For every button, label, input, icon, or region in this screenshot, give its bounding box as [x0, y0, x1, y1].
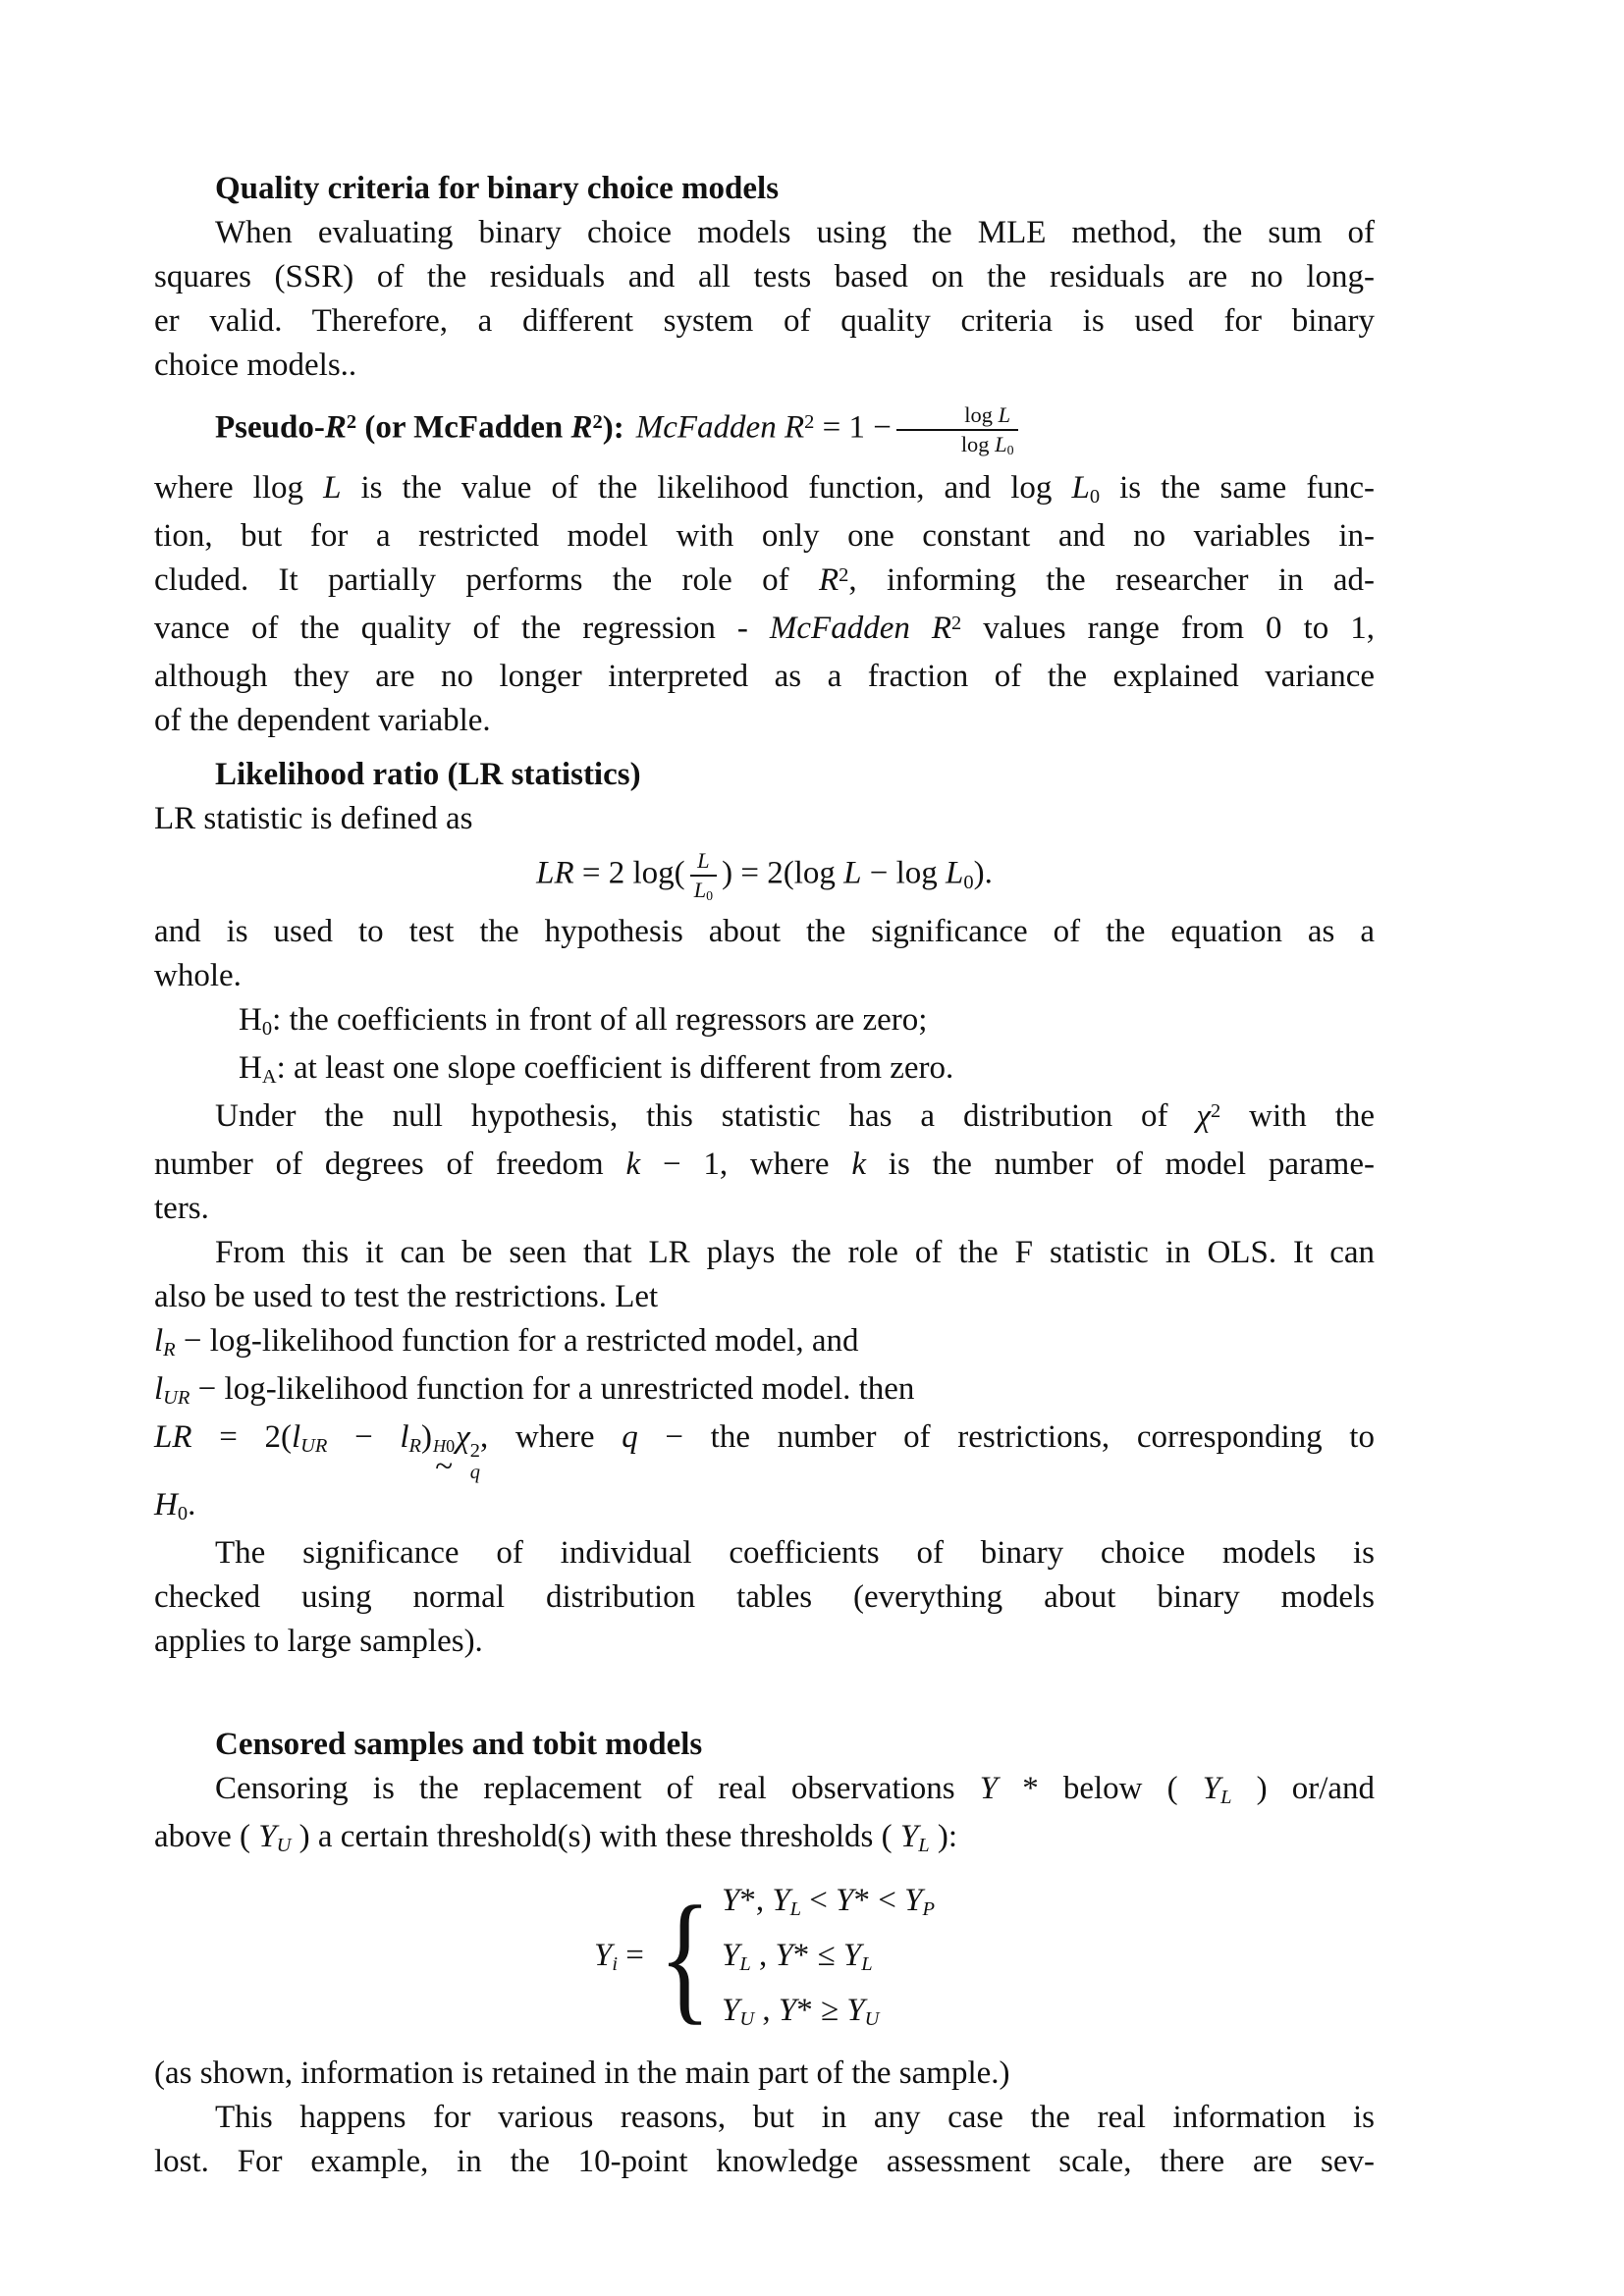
heading-likelihood-ratio: Likelihood ratio (LR statistics) [215, 757, 641, 793]
text-line: checked using normal distribution tables (everything about binary models [154, 1579, 1375, 1616]
text-line: HA: at least one slope coefficient is different from zero. [239, 1050, 954, 1089]
lr-equation: LR = 2 log( $\frac{L}{L0}$ ) = 2(log L − log L0). [536, 848, 993, 904]
log-likelihood-fraction: $\frac{\text{log L}}{\text{log L0}}$ [896, 401, 1018, 458]
text-line: where llog L is the value of the likelihood function, and log L0 is the same func- [154, 470, 1376, 508]
text-line: number of degrees of freedom k − 1, where k is the number of model parame- [154, 1147, 1375, 1183]
text-line: lUR − log-likelihood function for a unrestricted model. then [154, 1371, 915, 1410]
text-line: lost. For example, in the 10-point knowledge assessment scale, there are sev- [154, 2144, 1375, 2180]
lr-definition-line: LR statistic is defined as [154, 801, 473, 837]
text-line: When evaluating binary choice models using the MLE method, the sum of [215, 215, 1375, 250]
paragraph-lr-usage [154, 910, 1375, 998]
paragraph-lr-role [154, 1231, 1375, 1319]
text-line: The significance of individual coefficients of binary choice models is [215, 1535, 1375, 1572]
text-line: YU , Y* ≥ YU [721, 1993, 880, 2031]
text-line: tion, but for a restricted model with only one constant and no variables in- [154, 518, 1375, 555]
paragraph-this-happens [154, 2096, 1375, 2184]
text-line: whole. [154, 958, 242, 994]
text-line: lR − log-likelihood function for a restricted model, and [154, 1323, 859, 1362]
text-line: Under the null hypothesis, this statistic has a distribution of $\chi^2$ with the [215, 1098, 1376, 1135]
text-line: From this it can be seen that LR plays the role of the F statistic in OLS. It can [215, 1235, 1375, 1271]
piecewise-equation: Yi = { Y*, YL < Y* < YP YL , Y* ≤ YL YU , Y* ≥ YU [593, 1877, 935, 2039]
text-line: also be used to test the restrictions. Let [154, 1279, 659, 1315]
pseudo-r2-heading-line: Pseudo-$R^2$ (or McFadden $R^2$): McFadden $R^2 = 1$ − $\frac{\text{log L}}{\text{log L0}}$ [154, 401, 1375, 458]
text-line: er valid. Therefore, a different system of quality criteria is used for binary [154, 303, 1375, 339]
chi-squared-q: 2 q [469, 1440, 480, 1483]
heading-censored-samples: Censored samples and tobit models [215, 1727, 703, 1763]
paragraph-censoring [154, 1767, 1375, 1863]
text-line: ters. [154, 1191, 209, 1227]
paragraph-significance [154, 1531, 1375, 1664]
distributed-as-under-h0: H0 ~ [433, 1436, 456, 1485]
text-line: cluded. It partially performs the role of $R^2$, informing the researcher in ad- [154, 562, 1375, 599]
paragraph-as-shown [154, 2052, 1375, 2096]
likelihood-definitions [154, 1319, 1375, 1415]
text-line: squares (SSR) of the residuals and all tests based on the residuals are no long- [154, 259, 1375, 294]
text-line: although they are no longer interpreted as a fraction of the explained variance [154, 659, 1375, 695]
text-line: YL , Y* ≤ YL [721, 1938, 873, 1976]
text-line: vance of the quality of the regression - McFadden $R^2$ values range from 0 to 1, [154, 611, 1375, 647]
text-line: above ( YU ) a certain threshold(s) with these thresholds ( YL ): [154, 1819, 957, 1857]
text-line: H0: the coefficients in front of all regressors are zero; [239, 1002, 928, 1041]
piecewise-cases [722, 1875, 935, 2040]
h0-line: H0. [154, 1487, 196, 1525]
paragraph-null-hypothesis [154, 1095, 1375, 1231]
text-line: and is used to test the hypothesis about the significance of the equation as a [154, 914, 1375, 950]
lr-restriction-equation: LR = 2(lUR − lR) H0 ~ χ 2 q , where q − the number of restrictions, corresponding to [154, 1419, 1375, 1485]
hypothesis-lines [154, 998, 1375, 1095]
text-line: Y*, YL < Y* < YP [721, 1883, 935, 1921]
paragraph-intro [154, 211, 1375, 388]
text-line: of the dependent variable. [154, 703, 491, 739]
text-line: Censoring is the replacement of real observations Y * below ( YL ) or/and [215, 1771, 1376, 1809]
text-line: applies to large samples). [154, 1624, 483, 1660]
text-line: (as shown, information is retained in the main part of the sample.) [154, 2056, 1010, 2092]
paragraph-mcfadden-explanation [154, 466, 1375, 743]
l-over-l0-fraction: $\frac{L}{L0}$ [690, 847, 717, 904]
text-line: This happens for various reasons, but in any case the real information is [215, 2100, 1375, 2136]
text-column [154, 167, 1375, 2184]
curly-brace: { [658, 1877, 712, 2039]
heading-quality-criteria: Quality criteria for binary choice models [215, 171, 780, 206]
text-line: choice models.. [154, 347, 357, 383]
